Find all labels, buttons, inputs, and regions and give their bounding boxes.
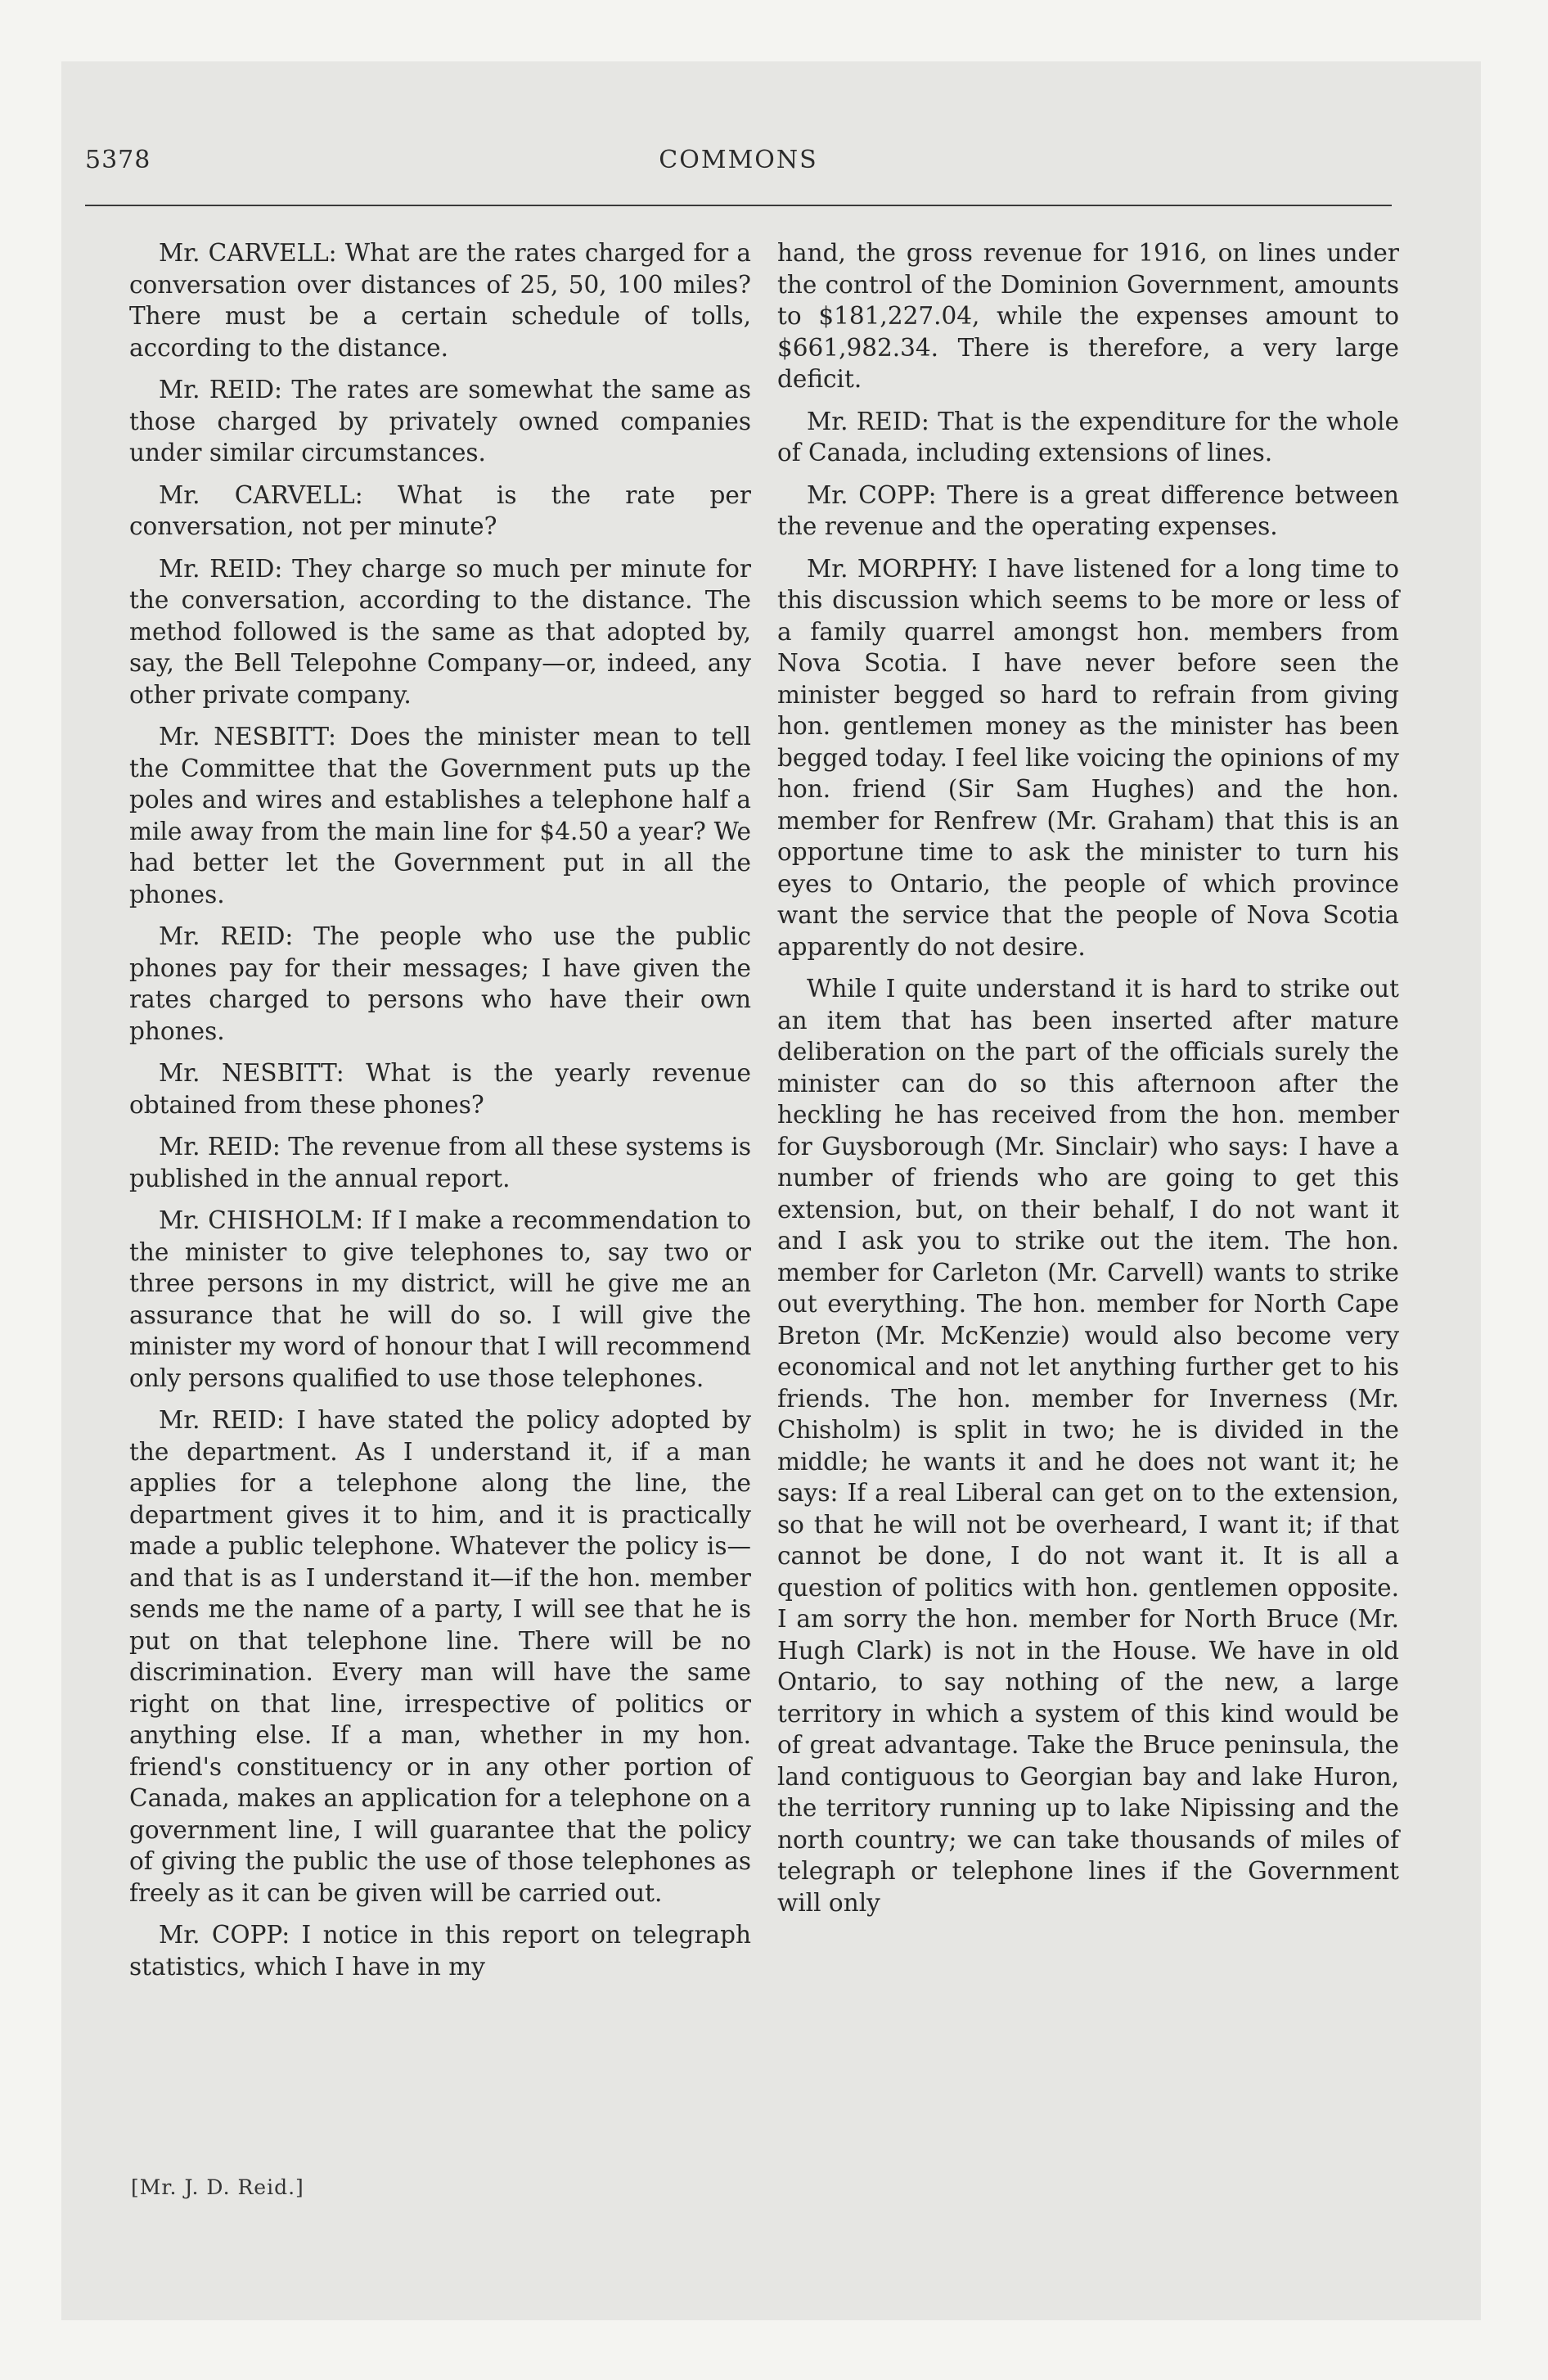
- left-column: [129, 237, 751, 1993]
- paragraph: Mr. REID: I have stated the policy adopted by the department. As I understand it, if a man applies for a telephone along the line, the department gives it to him, and it is practically made a public telephone. Whatever the policy is—and that is as I understand it—if the hon. member sends me the name of a party, I will see that he is put on that telephone line. There will be no discrimination. Every man will have the same right on that line, irrespective of politics or anything else. If a man, whether in my hon. friend's constituency or in any other portion of Canada, makes an application for a telephone on a government line, I will guarantee that the policy of giving the public the use of those telephones as freely as it can be given will be carried out.: [129, 1406, 751, 1907]
- paragraph: Mr. CARVELL: What is the rate per conversation, not per minute?: [129, 480, 751, 540]
- paragraph: Mr. MORPHY: I have listened for a long time to this discussion which seems to be more or less of a family quarrel amongst hon. members from Nova Scotia. I have never before seen the minister begged so hard to refrain from giving hon. gentlemen money as the minister has been begged today. I feel like voicing the opinions of my hon. friend (Sir Sam Hughes) and the hon. member for Renfrew (Mr. Graham) that this is an opportune time to ask the minister to turn his eyes to Ontario, the people of which province want the service that the people of Nova Scotia apparently do not desire.: [777, 554, 1399, 961]
- page-number: 5378: [85, 146, 151, 174]
- header-rule: [85, 205, 1392, 206]
- right-column: [777, 237, 1399, 1929]
- paragraph: Mr. REID: The revenue from all these systems is published in the annual report.: [129, 1133, 751, 1192]
- speaker-reference: [Mr. J. D. Reid.]: [131, 2175, 304, 2199]
- page-header: [85, 146, 1392, 187]
- paragraph: Mr. NESBITT: What is the yearly revenue obtained from these phones?: [129, 1059, 751, 1119]
- paragraph: Mr. COPP: I notice in this report on telegraph statistics, which I have in my: [129, 1921, 751, 1981]
- paragraph: Mr. CARVELL: What are the rates charged for a conversation over distances of 25, 50, 100 miles? There must be a certain schedule of tolls, according to the distance.: [129, 239, 751, 362]
- paragraph: Mr. REID: They charge so much per minute for the conversation, according to the distance. The method followed is the same as that adopted by, say, the Bell Telepohne Company—or, indeed, any other private company.: [129, 554, 751, 709]
- paragraph-continuation: hand, the gross revenue for 1916, on lines under the control of the Dominion Government, amounts to $181,227.04, while the expenses amount to $661,982.34. There is therefore, a very large deficit.: [777, 239, 1399, 393]
- paragraph: Mr. REID: That is the expenditure for the whole of Canada, including extensions of lines.: [777, 407, 1399, 467]
- paragraph: Mr. CHISHOLM: If I make a recommendation to the minister to give telephones to, say two or three persons in my district, will he give me an assurance that he will do so. I will give the minister my word of honour that I will recommend only persons qualified to use those telephones.: [129, 1206, 751, 1392]
- paragraph: Mr. NESBITT: Does the minister mean to tell the Committee that the Government puts up the poles and wires and establishes a telephone half a mile away from the main line for $4.50 a year? We had better let the Government put in all the phones.: [129, 723, 751, 908]
- running-head: COMMONS: [659, 146, 818, 174]
- paragraph: While I quite understand it is hard to strike out an item that has been inserted after mature deliberation on the part of the officials surely the minister can do so this afternoon after the heckling he has received from the hon. member for Guysborough (Mr. Sinclair) who says: I have a number of friends who are going to get this extension, but, on their behalf, I do not want it and I ask you to strike out the item. The hon. member for Carleton (Mr. Carvell) wants to strike out everything. The hon. member for North Cape Breton (Mr. McKenzie) would also become very economical and not let anything further get to his friends. The hon. member for Inverness (Mr. Chisholm) is split in two; he is divided in the middle; he wants it and he does not want it; he says: If a real Liberal can get on to the extension, so that he will not be overheard, I want it; if that cannot be done, I do not want it. It is all a question of politics with hon. gentlemen opposite. I am sorry the hon. member for North Bruce (Mr. Hugh Clark) is not in the House. We have in old Ontario, to say nothing of the new, a large territory in which a system of this kind would be of great advantage. Take the Bruce peninsula, the land contiguous to Georgian bay and lake Huron, the territory running up to lake Nipissing and the north country; we can take thousands of miles of telegraph or telephone lines if the Government will only: [777, 975, 1399, 1917]
- paragraph: Mr. REID: The rates are somewhat the same as those charged by privately owned companies under similar circumstances.: [129, 376, 751, 467]
- paragraph: Mr. COPP: There is a great difference between the revenue and the operating expenses.: [777, 480, 1399, 540]
- paragraph: Mr. REID: The people who use the public phones pay for their messages; I have given the rates charged to persons who have their own phones.: [129, 922, 751, 1045]
